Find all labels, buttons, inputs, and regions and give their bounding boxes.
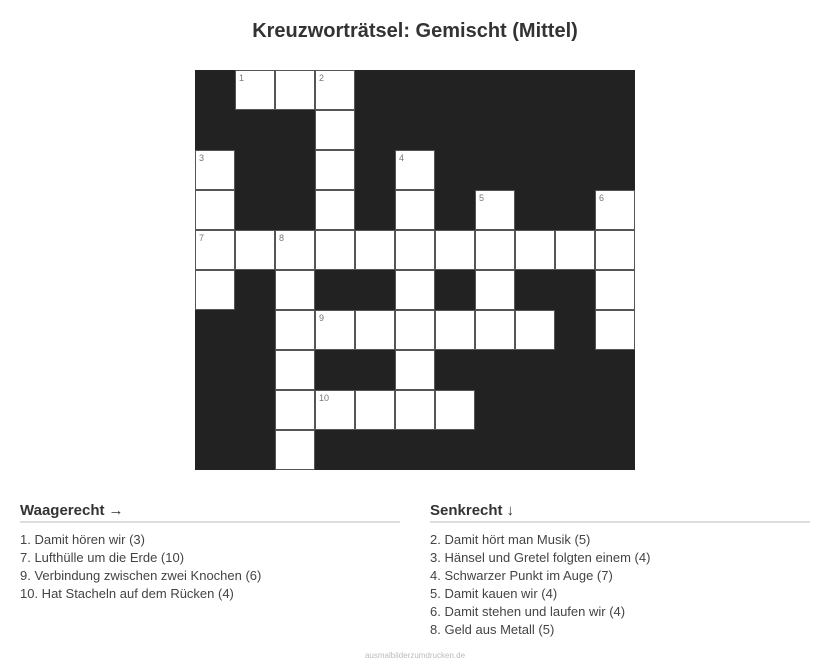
crossword-cell[interactable] (195, 190, 235, 230)
crossword-cell[interactable] (235, 70, 275, 110)
crossword-cell[interactable] (395, 190, 435, 230)
clue-number: 4 (399, 153, 405, 163)
crossword-cell[interactable] (275, 390, 315, 430)
crossword-cell[interactable] (315, 150, 355, 190)
clue-item: 1. Damit hören wir (3) (20, 532, 145, 547)
crossword-cell[interactable] (275, 70, 315, 110)
crossword-cell[interactable] (475, 310, 515, 350)
clue-number: 8 (279, 233, 285, 243)
crossword-cell[interactable] (395, 270, 435, 310)
clue-item: 2. Damit hört man Musik (5) (430, 532, 591, 547)
across-clue-list (20, 531, 400, 603)
crossword-cell[interactable] (235, 230, 275, 270)
clue-item: 6. Damit stehen und laufen wir (4) (430, 604, 626, 619)
crossword-cell[interactable] (275, 310, 315, 350)
clue-item: 10. Hat Stacheln auf dem Rücken (4) (20, 586, 234, 601)
crossword-cell[interactable] (315, 390, 355, 430)
crossword-cell[interactable] (275, 430, 315, 470)
across-clues-section (20, 502, 400, 603)
clue-item: 4. Schwarzer Punkt im Auge (7) (430, 568, 613, 583)
clue-number: 2 (319, 73, 325, 83)
crossword-cell[interactable] (315, 70, 355, 110)
down-heading (430, 502, 810, 523)
crossword-cell[interactable] (315, 110, 355, 150)
down-heading-label: Senkrecht (430, 502, 503, 519)
across-heading-label: Waagerecht (20, 502, 105, 519)
clue-item: 8. Geld aus Metall (5) (430, 622, 555, 637)
clue-number: 3 (199, 153, 205, 163)
down-clues-section (430, 502, 810, 639)
crossword-cell[interactable] (595, 230, 635, 270)
crossword-cell[interactable] (475, 230, 515, 270)
clue-item: 7. Lufthülle um die Erde (10) (20, 550, 185, 565)
clue-item: 9. Verbindung zwischen zwei Knochen (6) (20, 568, 262, 583)
clue-number: 9 (319, 313, 325, 323)
crossword-cell[interactable] (475, 190, 515, 230)
across-heading (20, 502, 400, 523)
crossword-cell[interactable] (315, 230, 355, 270)
crossword-cell[interactable] (595, 310, 635, 350)
crossword-cell[interactable] (195, 150, 235, 190)
clue-number: 10 (319, 393, 330, 403)
crossword-cell[interactable] (315, 310, 355, 350)
arrow-down-icon: ↓ (506, 502, 515, 519)
crossword-cell[interactable] (395, 390, 435, 430)
crossword-cell[interactable] (435, 390, 475, 430)
clue-number: 7 (199, 233, 205, 243)
page-title: Kreuzworträtsel: Gemischt (Mittel) (252, 20, 578, 42)
crossword-cell[interactable] (595, 190, 635, 230)
arrow-right-icon: → (108, 502, 124, 519)
down-clue-list (430, 531, 810, 639)
crossword-cell[interactable] (515, 310, 555, 350)
crossword-grid (195, 70, 635, 470)
crossword-cell[interactable] (435, 310, 475, 350)
clue-item: 3. Hänsel und Gretel folgten einem (4) (430, 550, 651, 565)
clue-number: 5 (479, 193, 485, 203)
crossword-cell[interactable] (355, 310, 395, 350)
crossword-cell[interactable] (475, 270, 515, 310)
crossword-cell[interactable] (395, 350, 435, 390)
crossword-cell[interactable] (395, 230, 435, 270)
crossword-cell[interactable] (195, 230, 235, 270)
crossword-cell[interactable] (275, 270, 315, 310)
crossword-cell[interactable] (395, 150, 435, 190)
crossword-cell[interactable] (275, 350, 315, 390)
crossword-cell[interactable] (555, 230, 595, 270)
crossword-cell[interactable] (595, 270, 635, 310)
crossword-cell[interactable] (515, 230, 555, 270)
crossword-cell[interactable] (275, 230, 315, 270)
crossword-cell[interactable] (395, 310, 435, 350)
clue-number: 1 (239, 73, 245, 83)
crossword-cell[interactable] (355, 230, 395, 270)
crossword-cell[interactable] (355, 390, 395, 430)
clue-number: 6 (599, 193, 605, 203)
crossword-cell[interactable] (315, 190, 355, 230)
crossword-cell[interactable] (195, 270, 235, 310)
clue-item: 5. Damit kauen wir (4) (430, 586, 558, 601)
footer-credit: ausmalbilderzumdrucken.de (364, 651, 466, 660)
crossword-cell[interactable] (435, 230, 475, 270)
